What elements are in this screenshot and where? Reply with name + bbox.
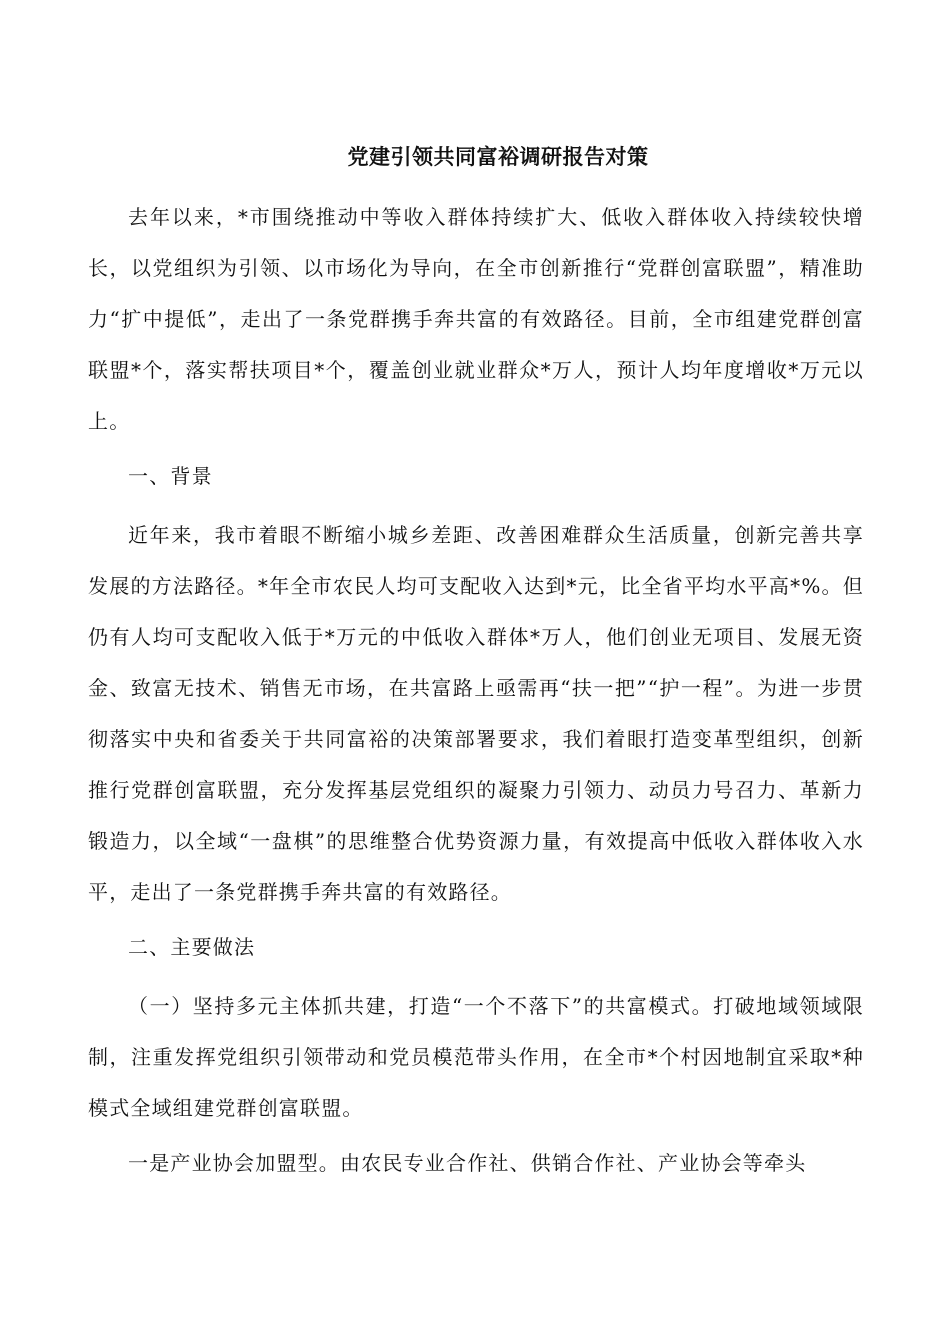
document-title: 党建引领共同富裕调研报告对策	[347, 144, 649, 169]
background-paragraph: 近年来，我市着眼不断缩小城乡差距、改善困难群众生活质量，创新完善共享发展的方法路径。*年全市农民人均可支配收入达到*元，比全省平均水平高*%。但仍有人均可支配收入低于*万元的中低收入群体*万人，他们创业无项目、发展无资金、致富无技术、销售无市场，在共富路上亟需再“扶一把”“护一程”。为进一步贯彻落实中央和省委关于共同富裕的决策部署要求，我们着眼打造变革型组织，创新推行党群创富联盟，充分发挥基层党组织的凝聚力引领力、动员力号召力、革新力锻造力，以全域“一盘棋”的思维整合优势资源力量，有效提高中低收入群体收入水平，走出了一条党群携手奔共富的有效路径。	[88, 523, 864, 904]
section-heading-background: 一、背景	[128, 464, 213, 488]
section-heading-main-practices: 二、主要做法	[128, 935, 256, 959]
practice-paragraph-1: （一）坚持多元主体抓共建，打造“一个不落下”的共富模式。打破地域领域限制，注重发挥党组织引领带动和党员模范带头作用，在全市*个村因地制宜采取*种模式全域组建党群创富联盟。	[88, 994, 864, 1120]
document-body	[88, 192, 864, 1193]
practice-paragraph-2: 一是产业协会加盟型。由农民专业合作社、供销合作社、产业协会等牵头	[128, 1151, 807, 1175]
intro-paragraph: 去年以来，*市围绕推动中等收入群体持续扩大、低收入群体收入持续较快增长，以党组织为引领、以市场化为导向，在全市创新推行“党群创富联盟”，精准助力“扩中提低”，走出了一条党群携手奔共富的有效路径。目前，全市组建党群创富联盟*个，落实帮扶项目*个，覆盖创业就业群众*万人，预计人均年度增收*万元以上。	[88, 205, 864, 433]
